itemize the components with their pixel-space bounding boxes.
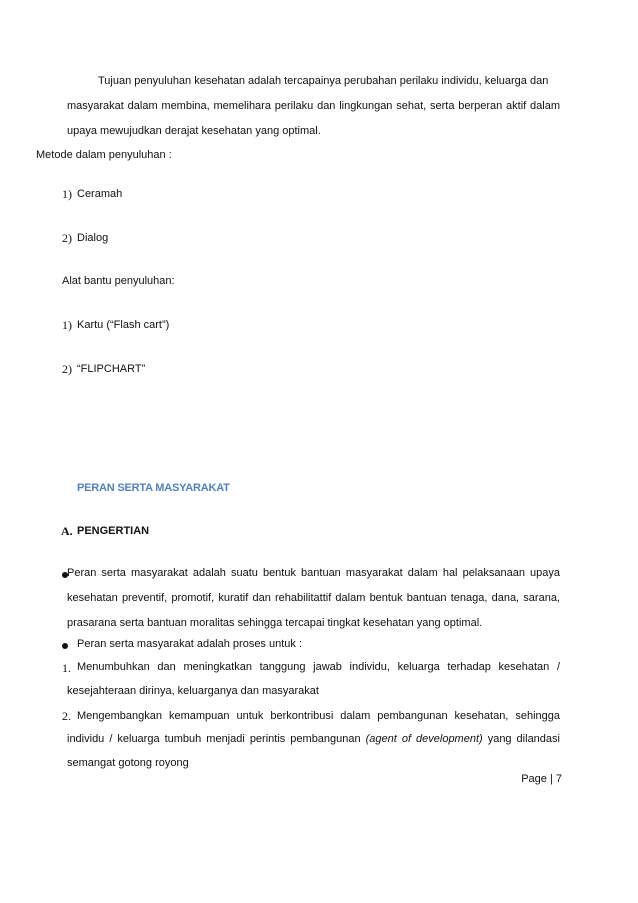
numbered-2-line-2-b: yang dilandasi bbox=[482, 733, 560, 745]
metode-item-2-text: Dialog bbox=[77, 232, 109, 244]
numbered-2-line-1: Mengembangkan kemampuan untuk berkontribusi dalam pembangunan kesehatan, sehingga bbox=[77, 710, 560, 722]
bullet-icon bbox=[62, 643, 68, 649]
numbered-2-line-3: semangat gotong royong bbox=[67, 757, 189, 769]
alat-item-2-num: 2) bbox=[62, 362, 72, 376]
bullet-1-line-2: kesehatan preventif, promotif, kuratif dan rehabilitattif dalam bentuk bantuan tenaga, dana, sarana, bbox=[67, 592, 560, 604]
metode-item-2-num: 2) bbox=[62, 231, 72, 245]
intro-line-1: Tujuan penyuluhan kesehatan adalah tercapainya perubahan perilaku individu, keluarga dan bbox=[98, 75, 549, 87]
numbered-2-line-2 bbox=[67, 733, 560, 745]
page-number: Page | 7 bbox=[521, 773, 562, 785]
subsection-number: A. bbox=[61, 524, 73, 538]
bullet-1-line-3: prasarana serta bantuan moralitas sehingga tercapai tingkat kesehatan yang optimal. bbox=[67, 617, 483, 629]
numbered-2-line-2-a: individu / keluarga tumbuh menjadi perintis pembangunan bbox=[67, 733, 366, 745]
metode-item-1-text: Ceramah bbox=[77, 188, 123, 200]
numbered-1-line-1: Menumbuhkan dan meningkatkan tanggung jawab individu, keluarga terhadap kesehatan / bbox=[77, 661, 560, 673]
alat-item-1-text: Kartu (“Flash cart”) bbox=[77, 319, 170, 331]
intro-line-3: upaya mewujudkan derajat kesehatan yang optimal. bbox=[67, 125, 321, 137]
bullet-2-text: Peran serta masyarakat adalah proses untuk : bbox=[77, 638, 303, 650]
numbered-2-num: 2. bbox=[62, 709, 71, 723]
bullet-1-line-1: Peran serta masyarakat adalah suatu bentuk bantuan masyarakat dalam hal pelaksanaan upaya bbox=[67, 567, 560, 579]
numbered-1-line-2: kesejahteraan dirinya, keluarganya dan masyarakat bbox=[67, 685, 319, 697]
numbered-2-line-2-italic: (agent of development) bbox=[365, 733, 483, 745]
subsection-title: PENGERTIAN bbox=[77, 525, 150, 537]
alat-title: Alat bantu penyuluhan: bbox=[62, 275, 175, 287]
numbered-1-num: 1. bbox=[62, 661, 71, 675]
section-title: PERAN SERTA MASYARAKAT bbox=[77, 482, 230, 494]
alat-item-2-text: “FLIPCHART” bbox=[77, 363, 146, 375]
metode-item-1-num: 1) bbox=[62, 187, 72, 201]
intro-line-2: masyarakat dalam membina, memelihara perilaku dan lingkungan sehat, serta berperan aktif dalam bbox=[67, 100, 560, 112]
metode-title: Metode dalam penyuluhan : bbox=[36, 149, 172, 161]
alat-item-1-num: 1) bbox=[62, 318, 72, 332]
